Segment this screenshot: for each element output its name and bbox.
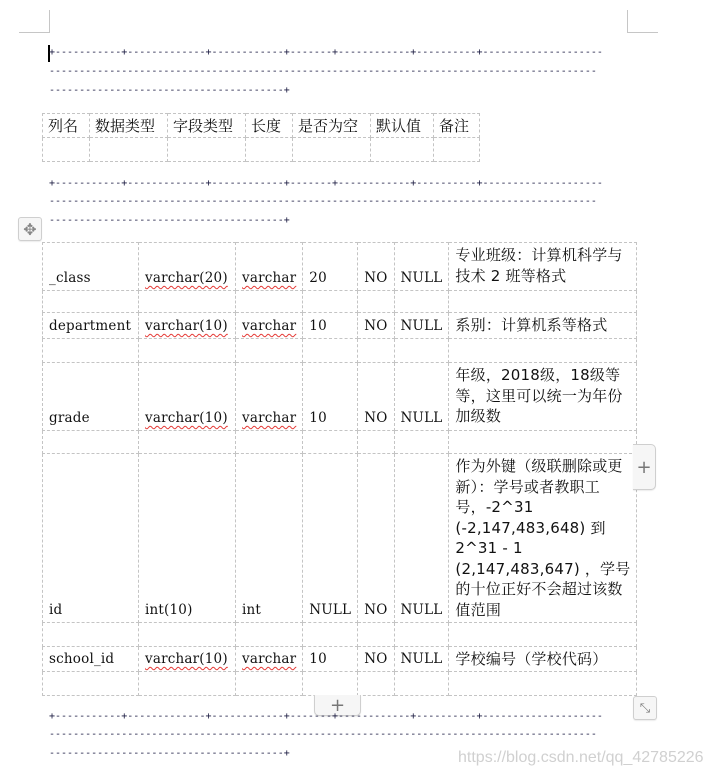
empty-cell[interactable]	[449, 623, 637, 647]
empty-cell[interactable]	[236, 291, 303, 313]
cell-nullable[interactable]: NO	[358, 243, 394, 291]
header-table	[42, 113, 480, 162]
empty-cell[interactable]	[139, 291, 236, 313]
cell-data-type[interactable]	[139, 243, 236, 291]
table-row	[43, 454, 637, 623]
cell-field-type[interactable]	[236, 363, 303, 431]
ascii-border-line: +-----------+-------------+------------+-------+------------+----------+--------------------	[49, 47, 603, 58]
table-row-empty	[43, 291, 637, 313]
plus-icon: +	[636, 456, 652, 478]
ascii-border-line: -------------------------------------------------------------------------------------------	[49, 66, 597, 77]
cell-remark[interactable]: 学校编号（学校代码）	[449, 647, 637, 672]
header-cell-remark[interactable]: 备注	[434, 114, 480, 138]
cell-nullable[interactable]: NO	[358, 313, 394, 339]
empty-cell[interactable]	[139, 431, 236, 454]
empty-cell[interactable]	[43, 339, 139, 363]
cell-remark[interactable]: 作为外键（级联删除或更新）：学号或者教职工号，-2^31 (-2,147,483,648) 到 2^31 - 1 (2,147,483,647) ，学号的十位正好不会超过该数值范围	[449, 454, 637, 623]
header-cell-length[interactable]: 长度	[246, 114, 293, 138]
empty-cell[interactable]	[394, 623, 449, 647]
cell-default[interactable]: NULL	[394, 647, 449, 672]
cell-default[interactable]: NULL	[394, 313, 449, 339]
empty-cell[interactable]	[358, 339, 394, 363]
empty-cell[interactable]	[394, 672, 449, 696]
cell-length[interactable]: 10	[303, 647, 358, 672]
empty-cell[interactable]	[236, 339, 303, 363]
empty-cell[interactable]	[246, 138, 293, 162]
empty-cell[interactable]	[43, 291, 139, 313]
cell-remark[interactable]: 系别：计算机系等格式	[449, 313, 637, 339]
cell-data-type[interactable]: int(10)	[139, 454, 236, 623]
table-row	[43, 313, 637, 339]
table-row	[43, 243, 637, 291]
cell-length[interactable]: NULL	[303, 454, 358, 623]
table-row	[43, 647, 637, 672]
cell-nullable[interactable]: NO	[358, 647, 394, 672]
empty-cell[interactable]	[371, 138, 434, 162]
header-empty-row	[43, 138, 480, 162]
watermark: https://blog.csdn.net/qq_42785226	[458, 749, 704, 766]
header-cell-field-type[interactable]: 字段类型	[168, 114, 246, 138]
empty-cell[interactable]	[90, 138, 168, 162]
table-resize-handle[interactable]	[633, 696, 657, 720]
cell-remark[interactable]: 专业班级：计算机科学与技术 2 班等格式	[449, 243, 637, 291]
ascii-border-line: -------------------------------------------------------------------------------------------	[49, 196, 597, 207]
ascii-border-line: +-----------+-------------+------------+-------+------------+----------+--------------------	[49, 178, 603, 189]
cell-data-type[interactable]	[139, 313, 236, 339]
spellcheck-text: varchar	[242, 410, 297, 426]
cell-length[interactable]: 10	[303, 363, 358, 431]
table-row	[43, 363, 637, 431]
cell-name[interactable]: school_id	[43, 647, 139, 672]
empty-cell[interactable]	[394, 339, 449, 363]
cell-data-type[interactable]	[139, 647, 236, 672]
ascii-border-line: ---------------------------------------+	[49, 748, 290, 759]
table-row-empty	[43, 431, 637, 454]
cell-nullable[interactable]: NO	[358, 454, 394, 623]
spellcheck-text: varchar(10)	[145, 410, 228, 426]
ascii-border-line: -------------------------------------------------------------------------------------------	[49, 729, 597, 740]
cell-name[interactable]: _class	[43, 243, 139, 291]
empty-cell[interactable]	[358, 672, 394, 696]
empty-cell[interactable]	[394, 291, 449, 313]
empty-cell[interactable]	[303, 672, 358, 696]
empty-cell[interactable]	[303, 431, 358, 454]
empty-cell[interactable]	[449, 431, 637, 454]
header-row	[43, 114, 480, 138]
empty-cell[interactable]	[43, 672, 139, 696]
spellcheck-text: varchar	[242, 270, 297, 286]
empty-cell[interactable]	[139, 339, 236, 363]
cell-name[interactable]: id	[43, 454, 139, 623]
cell-field-type[interactable]: int	[236, 454, 303, 623]
empty-cell[interactable]	[43, 623, 139, 647]
plus-icon: +	[329, 694, 346, 716]
header-cell-data-type[interactable]: 数据类型	[90, 114, 168, 138]
cell-name[interactable]: department	[43, 313, 139, 339]
table-row-empty	[43, 672, 637, 696]
empty-cell[interactable]	[139, 623, 236, 647]
empty-cell[interactable]	[358, 431, 394, 454]
cell-name[interactable]: grade	[43, 363, 139, 431]
cell-field-type[interactable]	[236, 243, 303, 291]
table-row-empty	[43, 623, 637, 647]
cell-data-type[interactable]	[139, 363, 236, 431]
spellcheck-text: varchar	[242, 318, 297, 334]
empty-cell[interactable]	[303, 291, 358, 313]
empty-cell[interactable]	[303, 623, 358, 647]
cell-length[interactable]: 10	[303, 313, 358, 339]
header-cell-column-name[interactable]: 列名	[43, 114, 90, 138]
resize-arrows-icon: ⤡	[639, 700, 651, 716]
cell-field-type[interactable]	[236, 647, 303, 672]
empty-cell[interactable]	[434, 138, 480, 162]
header-cell-default[interactable]: 默认值	[371, 114, 434, 138]
empty-cell[interactable]	[449, 339, 637, 363]
spellcheck-text: varchar	[242, 651, 297, 667]
empty-cell[interactable]	[358, 291, 394, 313]
header-cell-nullable[interactable]: 是否为空	[293, 114, 371, 138]
empty-cell[interactable]	[449, 672, 637, 696]
empty-cell[interactable]	[358, 623, 394, 647]
move-arrows-icon: ✥	[23, 219, 37, 239]
schema-table	[42, 242, 637, 696]
spellcheck-text: varchar(10)	[145, 651, 228, 667]
ascii-border-line: ---------------------------------------+	[49, 215, 290, 226]
empty-cell[interactable]	[303, 339, 358, 363]
cell-default[interactable]: NULL	[394, 363, 449, 431]
empty-cell[interactable]	[394, 431, 449, 454]
page-corner-mark-top-left	[19, 10, 50, 33]
empty-cell[interactable]	[236, 623, 303, 647]
empty-cell[interactable]	[449, 291, 637, 313]
empty-cell[interactable]	[43, 138, 90, 162]
cell-default[interactable]: NULL	[394, 454, 449, 623]
add-row-button[interactable]	[633, 444, 656, 490]
spellcheck-text: varchar(20)	[145, 270, 228, 286]
empty-cell[interactable]	[168, 138, 246, 162]
cell-remark[interactable]: 年级，2018级，18级等等，这里可以统一为年份加级数	[449, 363, 637, 431]
cell-nullable[interactable]: NO	[358, 363, 394, 431]
cell-default[interactable]: NULL	[394, 243, 449, 291]
table-row-empty	[43, 339, 637, 363]
ascii-border-line: +-----------+-------------+------------+-------+------------+----------+--------------------	[49, 711, 603, 722]
empty-cell[interactable]	[293, 138, 371, 162]
table-move-handle[interactable]	[18, 217, 42, 241]
spellcheck-text: varchar(10)	[145, 318, 228, 334]
empty-cell[interactable]	[236, 672, 303, 696]
empty-cell[interactable]	[43, 431, 139, 454]
ascii-border-line: ---------------------------------------+	[49, 85, 290, 96]
cell-field-type[interactable]	[236, 313, 303, 339]
page-corner-mark-top-right	[627, 10, 658, 33]
cell-length[interactable]: 20	[303, 243, 358, 291]
empty-cell[interactable]	[139, 672, 236, 696]
empty-cell[interactable]	[236, 431, 303, 454]
